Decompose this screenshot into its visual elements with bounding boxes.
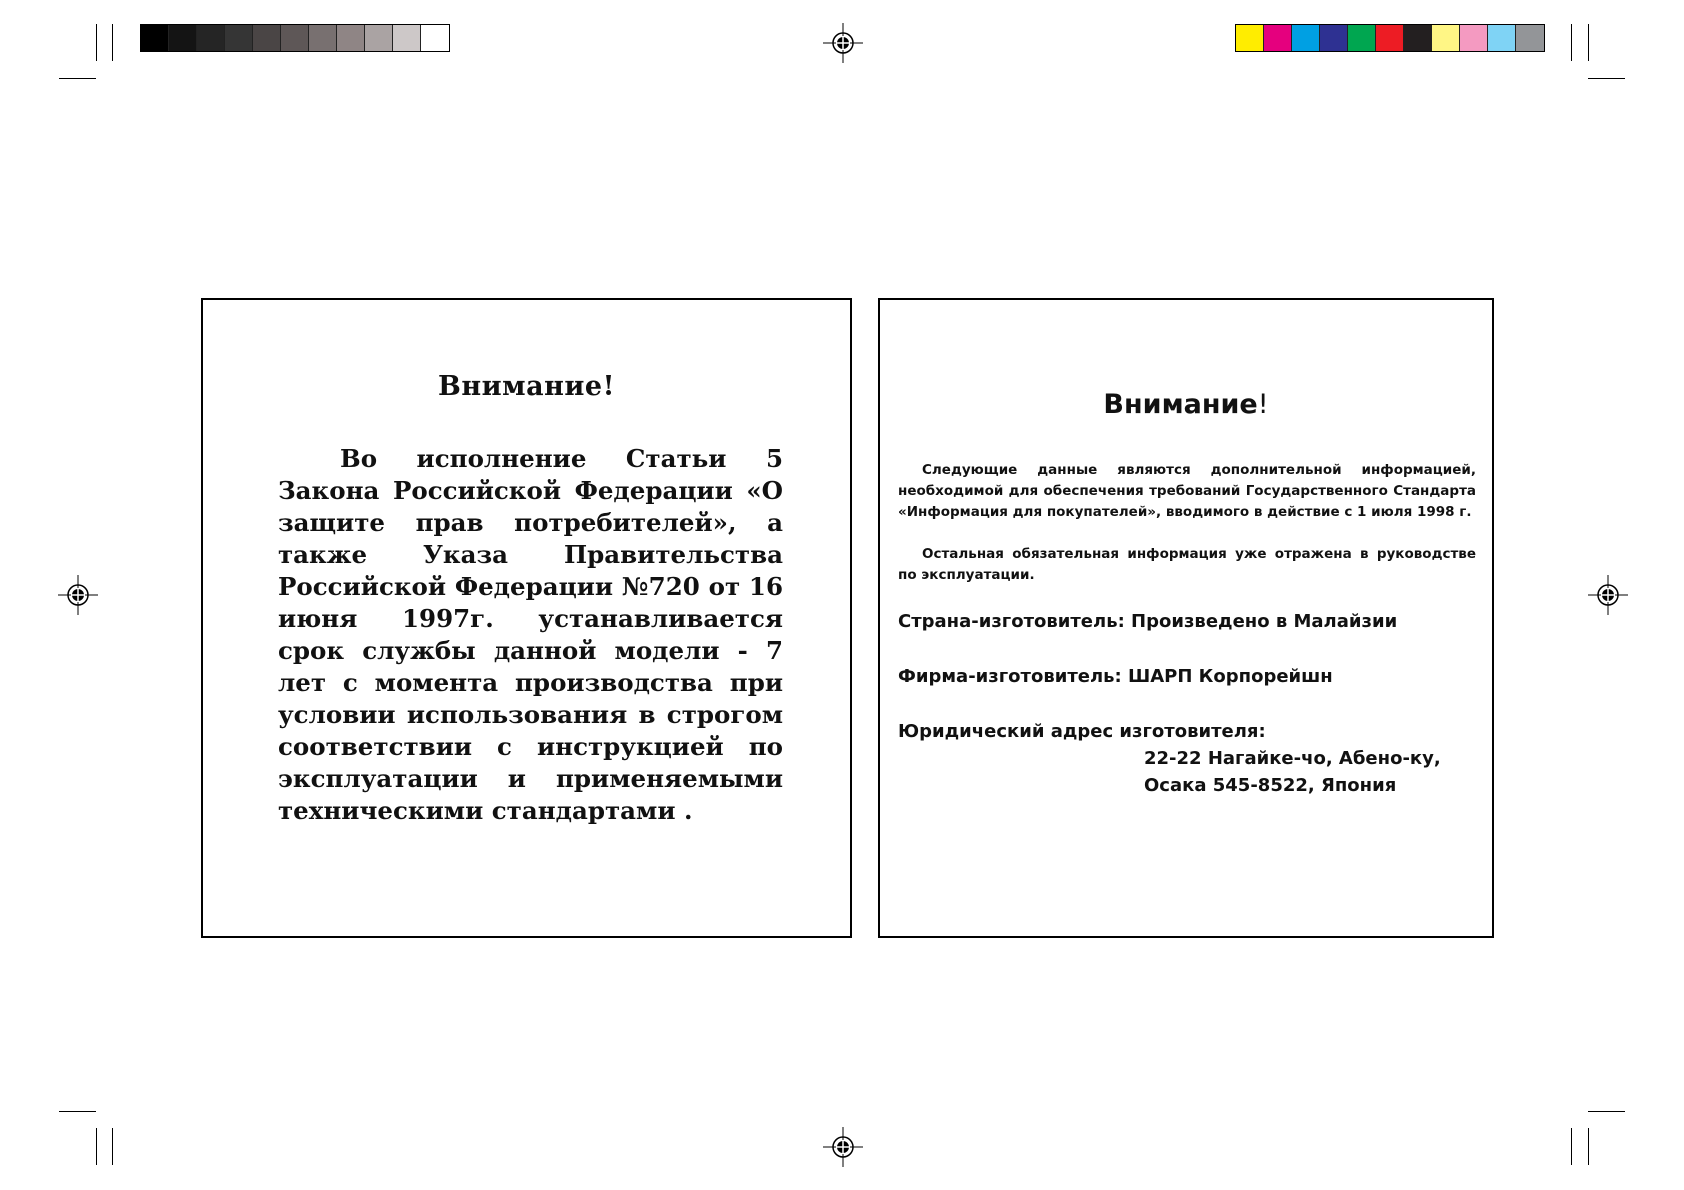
legal-address-label: Юридический адрес изготовителя: [898,721,1266,742]
manual-reference-paragraph: Остальная обязательная информация уже отражена в руководстве по эксплуатации. [898,546,1476,583]
service-life-notice-panel [201,298,852,938]
manufacturer-firm: Фирма-изготовитель: ШАРП Корпорейшн [898,666,1333,687]
crop-mark [1588,1111,1625,1112]
address-line-1: 22-22 Нагайке-чо, Абено-ку, [1144,748,1441,769]
color-swatch [1488,25,1516,51]
crop-mark [112,24,113,61]
color-swatch [1404,25,1432,51]
grayscale-color-bar [140,24,450,52]
color-swatch [393,25,421,51]
color-swatch [1348,25,1376,51]
color-swatch [225,25,253,51]
color-swatch [253,25,281,51]
crop-mark [59,1111,96,1112]
additional-info-paragraph: Следующие данные являются дополнительной информацией, необходимой для обеспечения требований Государственного Стандарта «Информация для покупателей», вводимого в действие с 1 июля 1998 г. [898,462,1476,520]
notice-title: Внимание! [438,371,615,402]
process-color-bar [1235,24,1545,52]
crop-mark [1571,1128,1572,1165]
crop-mark [96,1128,97,1165]
color-swatch [421,25,449,51]
registration-mark-icon [58,575,98,615]
color-swatch [281,25,309,51]
color-swatch [1516,25,1544,51]
color-swatch [309,25,337,51]
notice-title-text: Внимание [1103,389,1258,420]
color-swatch [365,25,393,51]
crop-mark [96,24,97,61]
crop-mark [1588,24,1589,61]
color-swatch [1236,25,1264,51]
notice-title-mark: ! [1257,389,1269,420]
color-swatch [197,25,225,51]
registration-mark-icon [1588,575,1628,615]
registration-mark-icon [823,23,863,63]
crop-mark [1588,78,1625,79]
crop-mark [59,78,96,79]
color-swatch [169,25,197,51]
crop-mark [112,1128,113,1165]
address-line-2: Осака 545-8522, Япония [1144,775,1397,796]
notice-title [880,389,1492,420]
color-swatch [1264,25,1292,51]
crop-mark [1588,1128,1589,1165]
color-swatch [1376,25,1404,51]
country-of-origin: Страна-изготовитель: Произведено в Малайзии [898,611,1398,632]
color-swatch [1432,25,1460,51]
color-swatch [337,25,365,51]
manufacturer-info-panel [878,298,1494,938]
color-swatch [1292,25,1320,51]
color-swatch [1460,25,1488,51]
color-swatch [141,25,169,51]
registration-mark-icon [823,1127,863,1167]
service-life-text: Во исполнение Статьи 5 Закона Российской Федерации «О защите прав потребителей», а также Указа Правительства Российской Федерации №720 от 16 июня 1997г. устанавливается срок службы данной модели - 7 лет с момента производства при условии использования в строгом соответствии с инструкцией по эксплуатации и применяемыми техническими стандартами . [278,444,783,825]
color-swatch [1320,25,1348,51]
crop-mark [1571,24,1572,61]
